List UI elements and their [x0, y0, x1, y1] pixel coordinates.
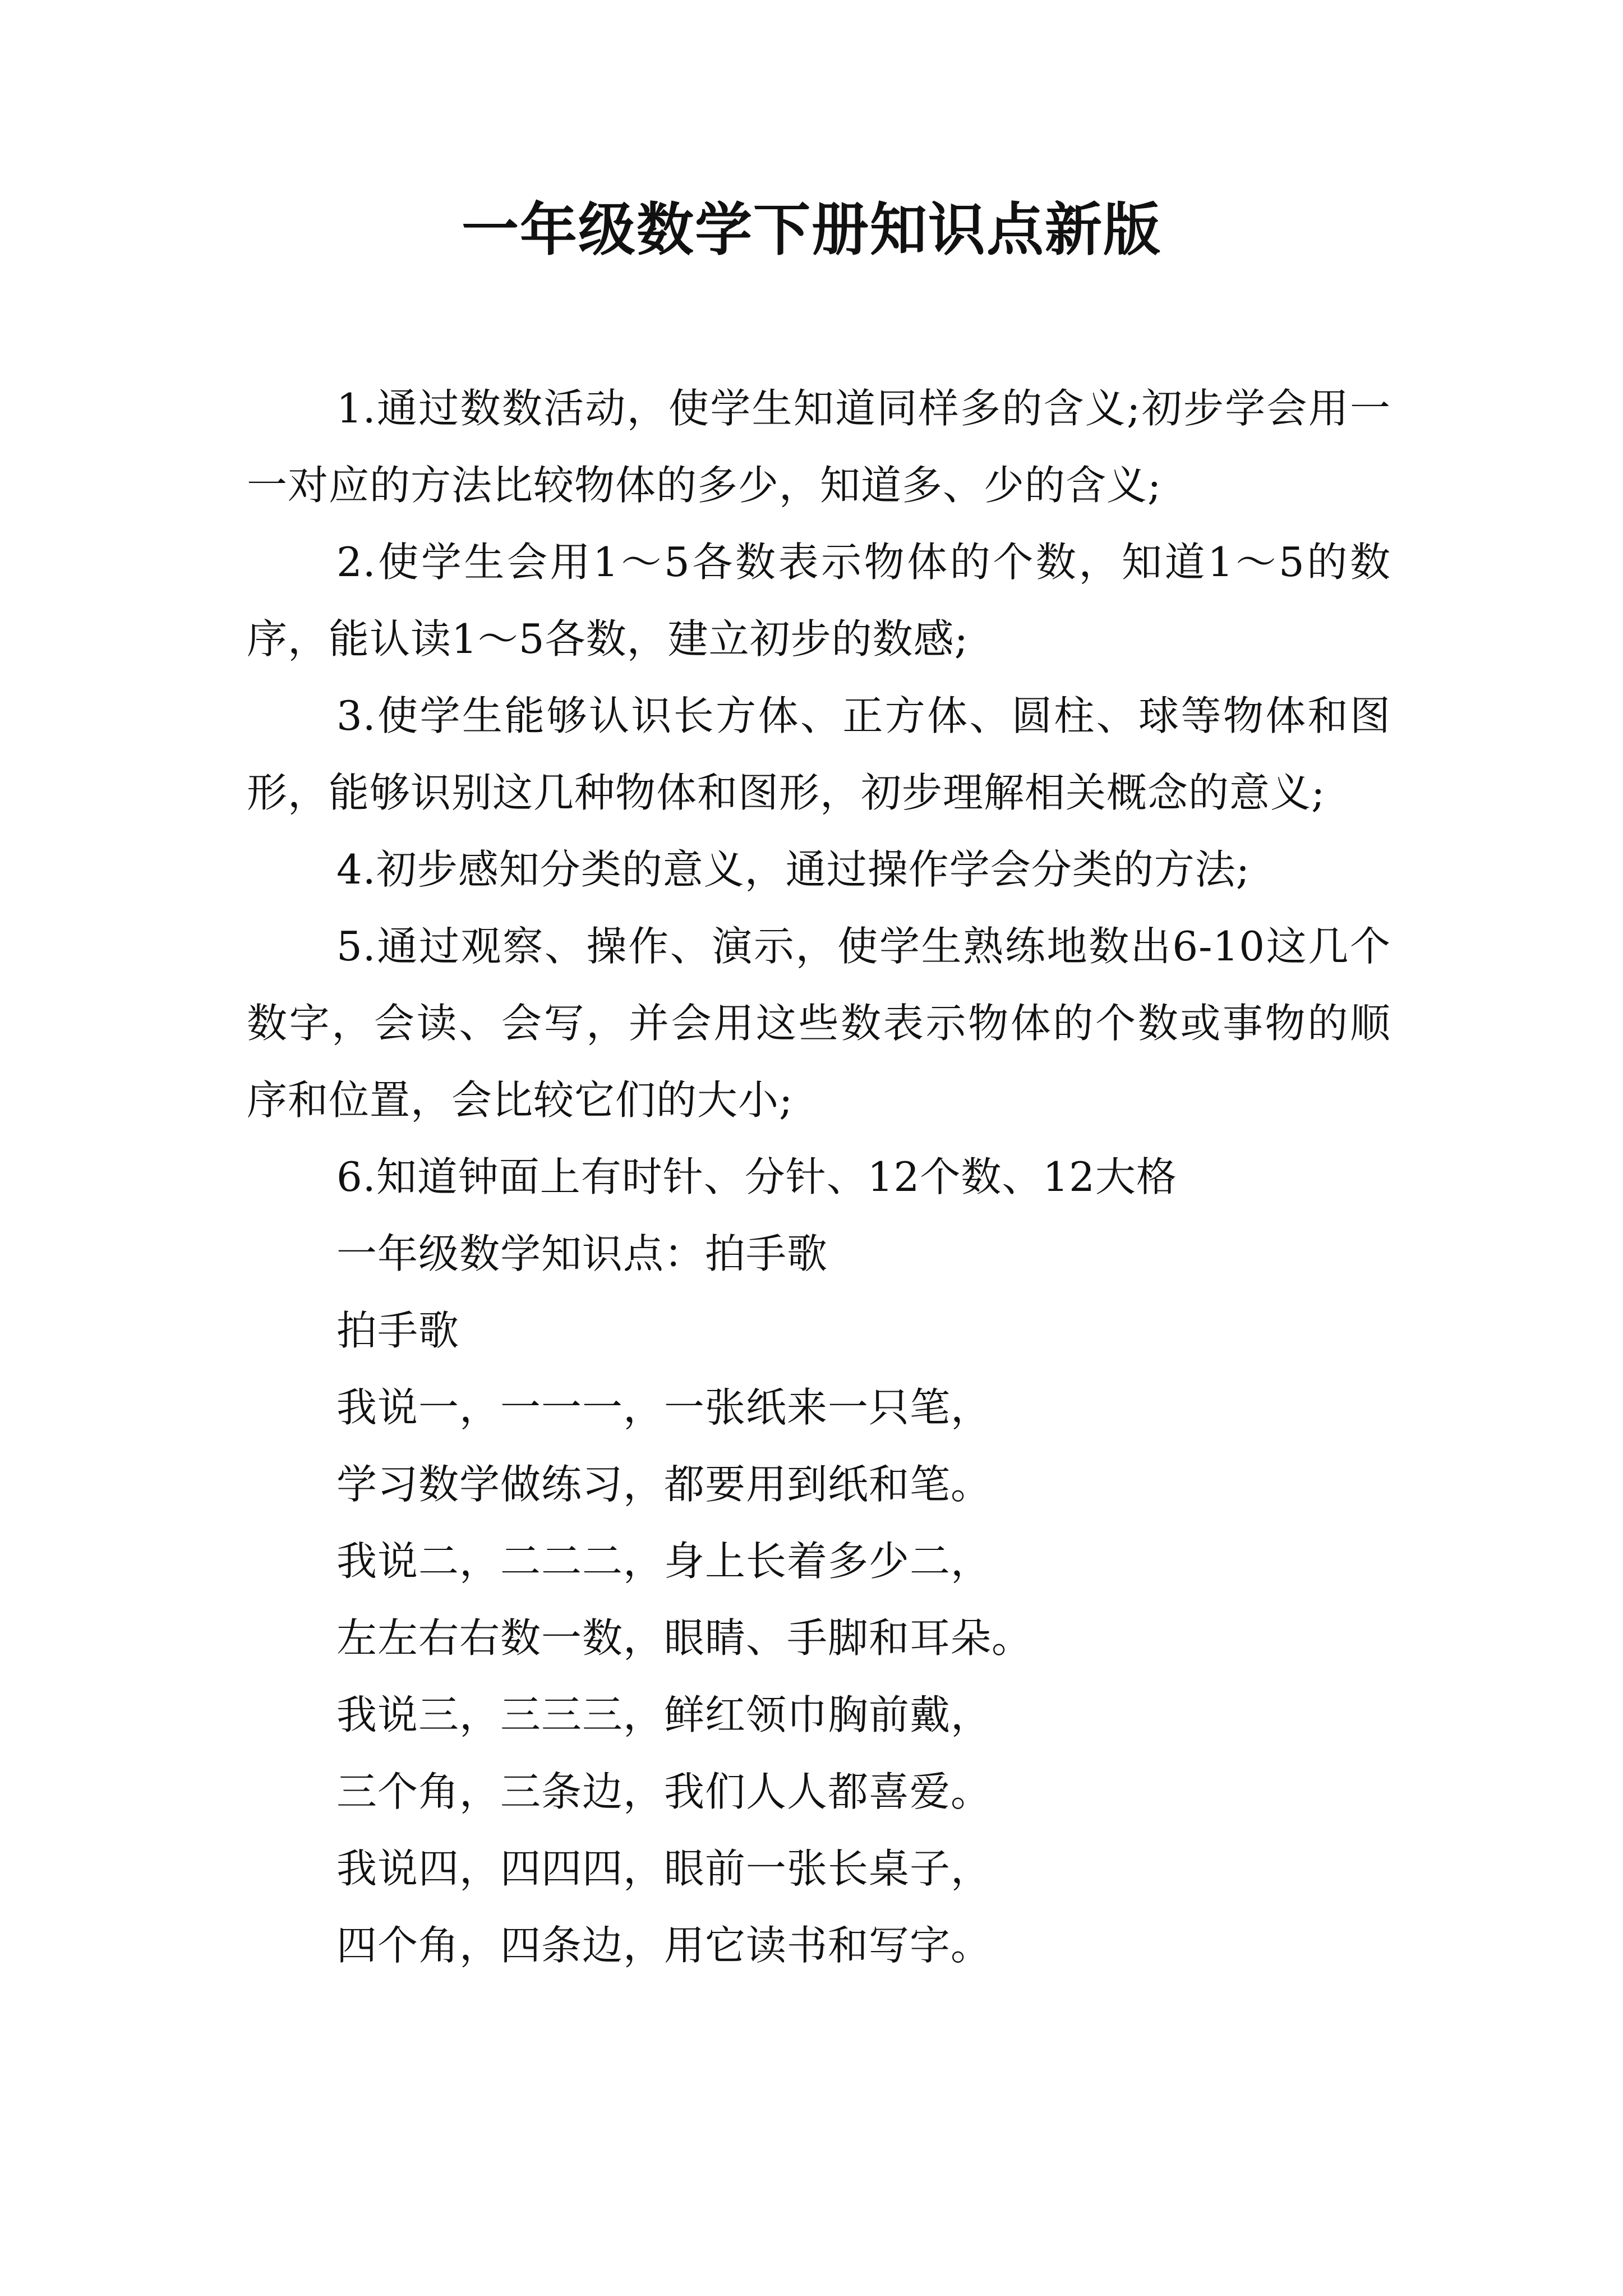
knowledge-item-1: 1.通过数数活动，使学生知道同样多的含义;初步学会用一一对应的方法比较物体的多少，知道多、少的含义;	[247, 385, 1391, 509]
song-line: 我说二，二二二，身上长着多少二，	[336, 1538, 992, 1585]
song-line: 我说三，三三三，鲜红领巾胸前戴，	[336, 1691, 992, 1738]
page-title: 一年级数学下册知识点新版	[462, 196, 1161, 264]
song-line: 三个角，三条边，我们人人都喜爱。	[336, 1768, 992, 1815]
knowledge-item-2: 2.使学生会用1～5各数表示物体的个数，知道1～5的数序，能认读1～5各数，建立初步的数感;	[247, 539, 1391, 662]
section-heading: 一年级数学知识点：拍手歌	[336, 1230, 828, 1277]
song-title: 拍手歌	[336, 1307, 460, 1354]
document-body	[247, 370, 1391, 1984]
knowledge-item-5: 5.通过观察、操作、演示，使学生熟练地数出6-10这几个数字，会读、会写，并会用这些数表示物体的个数或事物的顺序和位置，会比较它们的大小;	[247, 923, 1391, 1124]
song-line: 四个角，四条边，用它读书和写字。	[336, 1922, 992, 1969]
song-line: 我说一，一一一，一张纸来一只笔，	[336, 1384, 992, 1431]
song-line: 学习数学做练习，都要用到纸和笔。	[336, 1461, 992, 1508]
knowledge-item-3: 3.使学生能够认识长方体、正方体、圆柱、球等物体和图形，能够识别这几种物体和图形，初步理解相关概念的意义;	[247, 692, 1391, 816]
knowledge-item-6: 6.知道钟面上有时针、分针、12个数、12大格	[336, 1153, 1177, 1200]
song-line: 左左右右数一数，眼睛、手脚和耳朵。	[336, 1614, 1033, 1662]
knowledge-item-4: 4.初步感知分类的意义，通过操作学会分类的方法;	[336, 846, 1250, 893]
song-line: 我说四，四四四，眼前一张长桌子，	[336, 1845, 992, 1892]
